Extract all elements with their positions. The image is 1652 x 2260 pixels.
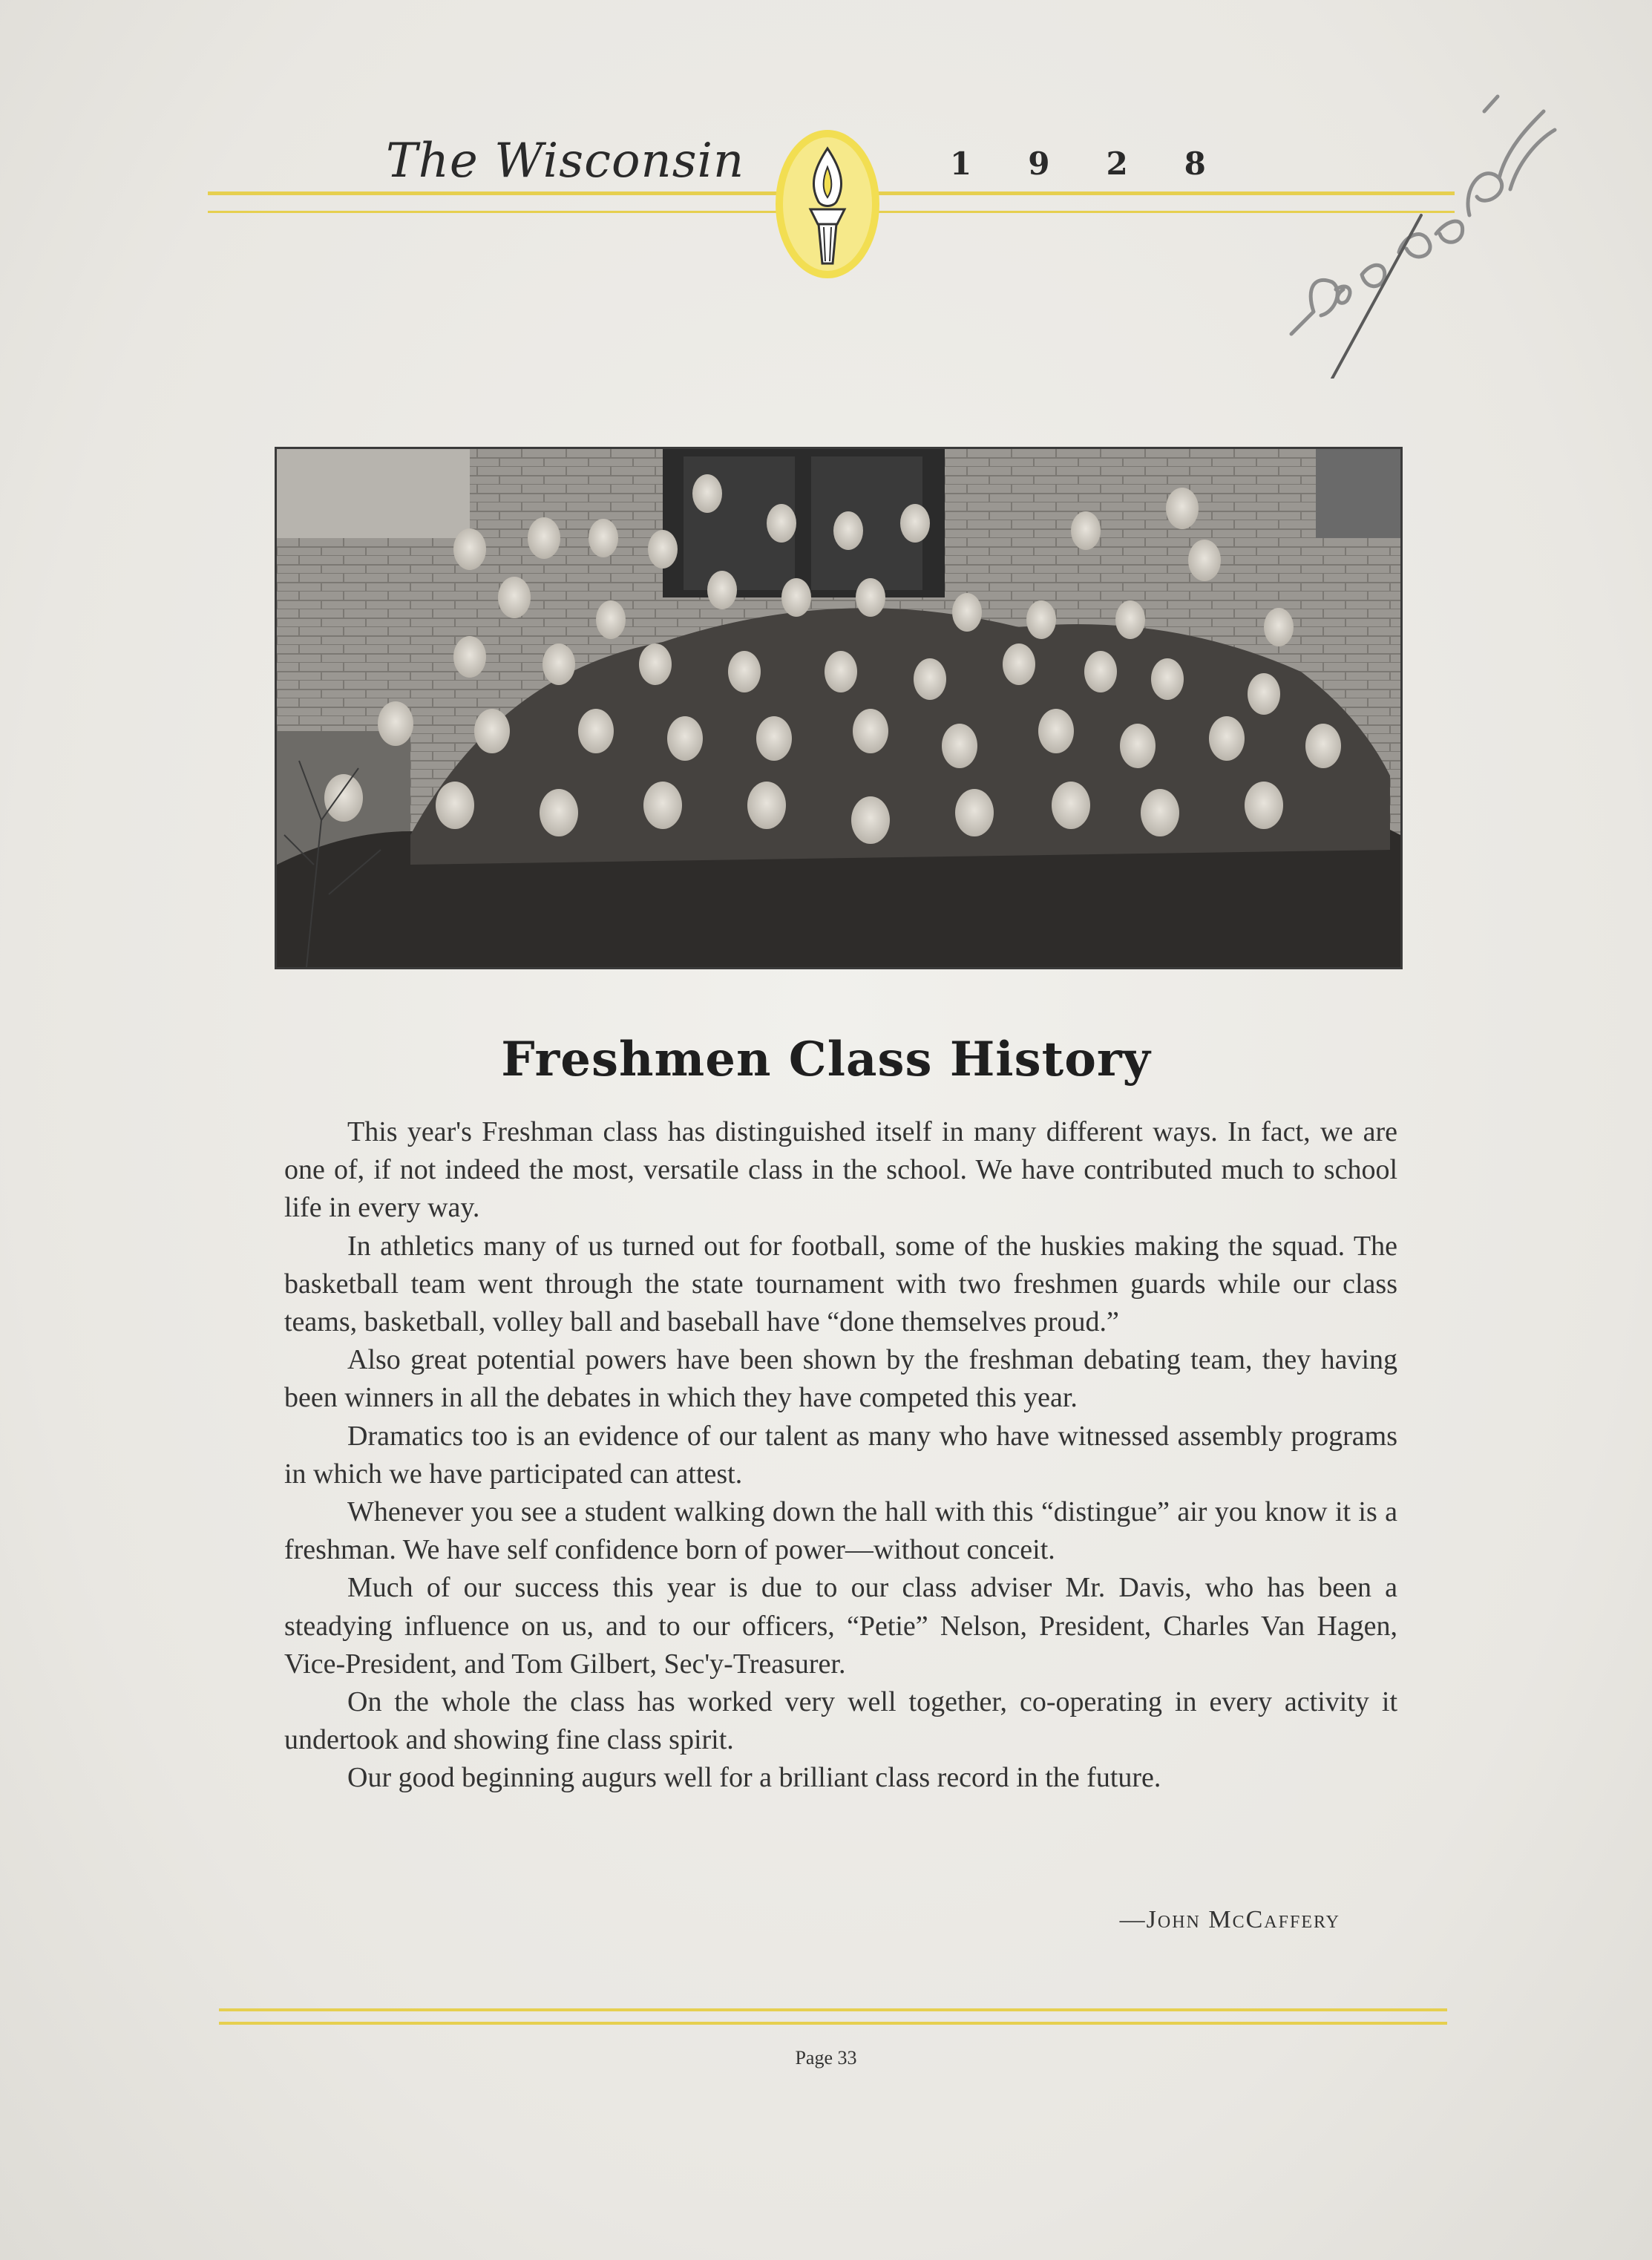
author-byline: —John McCaffery <box>1119 1906 1340 1933</box>
paragraph: This year's Freshman class has distinguished itself in many different ways. In fact, we are one of, if not indeed the most, versatile class in the school. We have contributed much to school life in every way. <box>284 1116 1397 1224</box>
publication-year: 1928 <box>950 145 1262 182</box>
paragraph: Also great potential powers have been shown by the freshman debating team, they having been winners in all the debates in which they have competed this year. <box>284 1344 1397 1414</box>
paragraph: Our good beginning augurs well for a brilliant class record in the future. <box>347 1762 1161 1794</box>
footer-rule-bottom <box>219 2022 1447 2025</box>
torch-icon <box>772 126 883 282</box>
paragraph: On the whole the class has worked very well together, co-operating in every activity it undertook and showing fine class spirit. <box>284 1686 1397 1756</box>
section-title: Freshmen Class History <box>501 1032 1151 1087</box>
paragraph: In athletics many of us turned out for football, some of the huskies making the squad. The basketball team went through the state tournament with two freshmen guards while our class teams, basketball, volley ball and baseball have “done themselves proud.” <box>284 1230 1397 1338</box>
footer-rule-top <box>219 2008 1447 2011</box>
paragraph: Whenever you see a student walking down the hall with this “distingue” air you know it is a freshman. We have self confidence born of power—without conceit. <box>284 1496 1397 1566</box>
handwritten-signature <box>1262 67 1573 379</box>
class-photo-image <box>277 449 1400 967</box>
paragraph: Dramatics too is an evidence of our talent as many who have witnessed assembly programs in which we have participated can attest. <box>284 1420 1397 1490</box>
publication-title: The Wisconsin <box>386 134 745 189</box>
page-number: Page 33 <box>795 2047 857 2069</box>
article-body <box>284 1113 1397 1798</box>
class-photo <box>275 447 1403 969</box>
paragraph: Much of our success this year is due to our class adviser Mr. Davis, who has been a steadying influence on us, and to our officers, “Petie” Nelson, President, Charles Van Hagen, Vice-President, and Tom Gilbert, Sec'y-Treasurer. <box>284 1572 1397 1680</box>
